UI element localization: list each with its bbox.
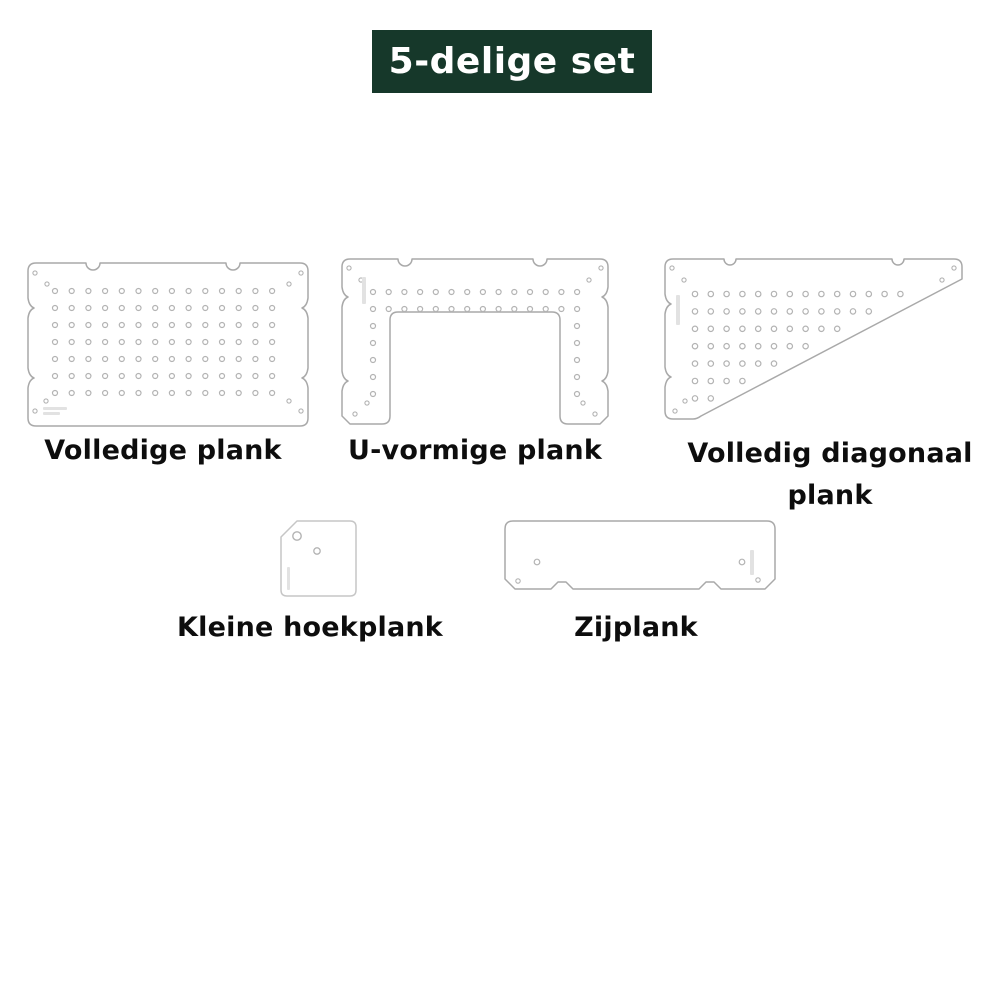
full-plank-svg: [28, 263, 308, 426]
banner-text: 5-delige set: [388, 41, 636, 82]
side-plank-label: Zijplank: [574, 612, 698, 643]
small-corner-plank-svg: [281, 521, 356, 596]
diagonal-plank-svg: [665, 259, 962, 424]
full-plank-label: Volledige plank: [44, 435, 282, 466]
small-corner-plank-drawing: [281, 521, 356, 596]
u-shaped-plank-svg: [342, 259, 608, 424]
set-size-banner: [372, 30, 652, 93]
small-corner-plank-label: Kleine hoekplank: [177, 612, 443, 643]
u-shaped-plank-drawing: [342, 259, 608, 424]
diagonal-plank-drawing: [665, 259, 962, 424]
full-plank-drawing: [28, 263, 308, 426]
side-plank-svg: [505, 521, 775, 592]
u-shaped-plank-label: U-vormige plank: [347, 435, 602, 466]
side-plank-drawing: [505, 521, 775, 592]
diagonal-plank-label: Volledig diagonaal plank: [687, 438, 973, 511]
